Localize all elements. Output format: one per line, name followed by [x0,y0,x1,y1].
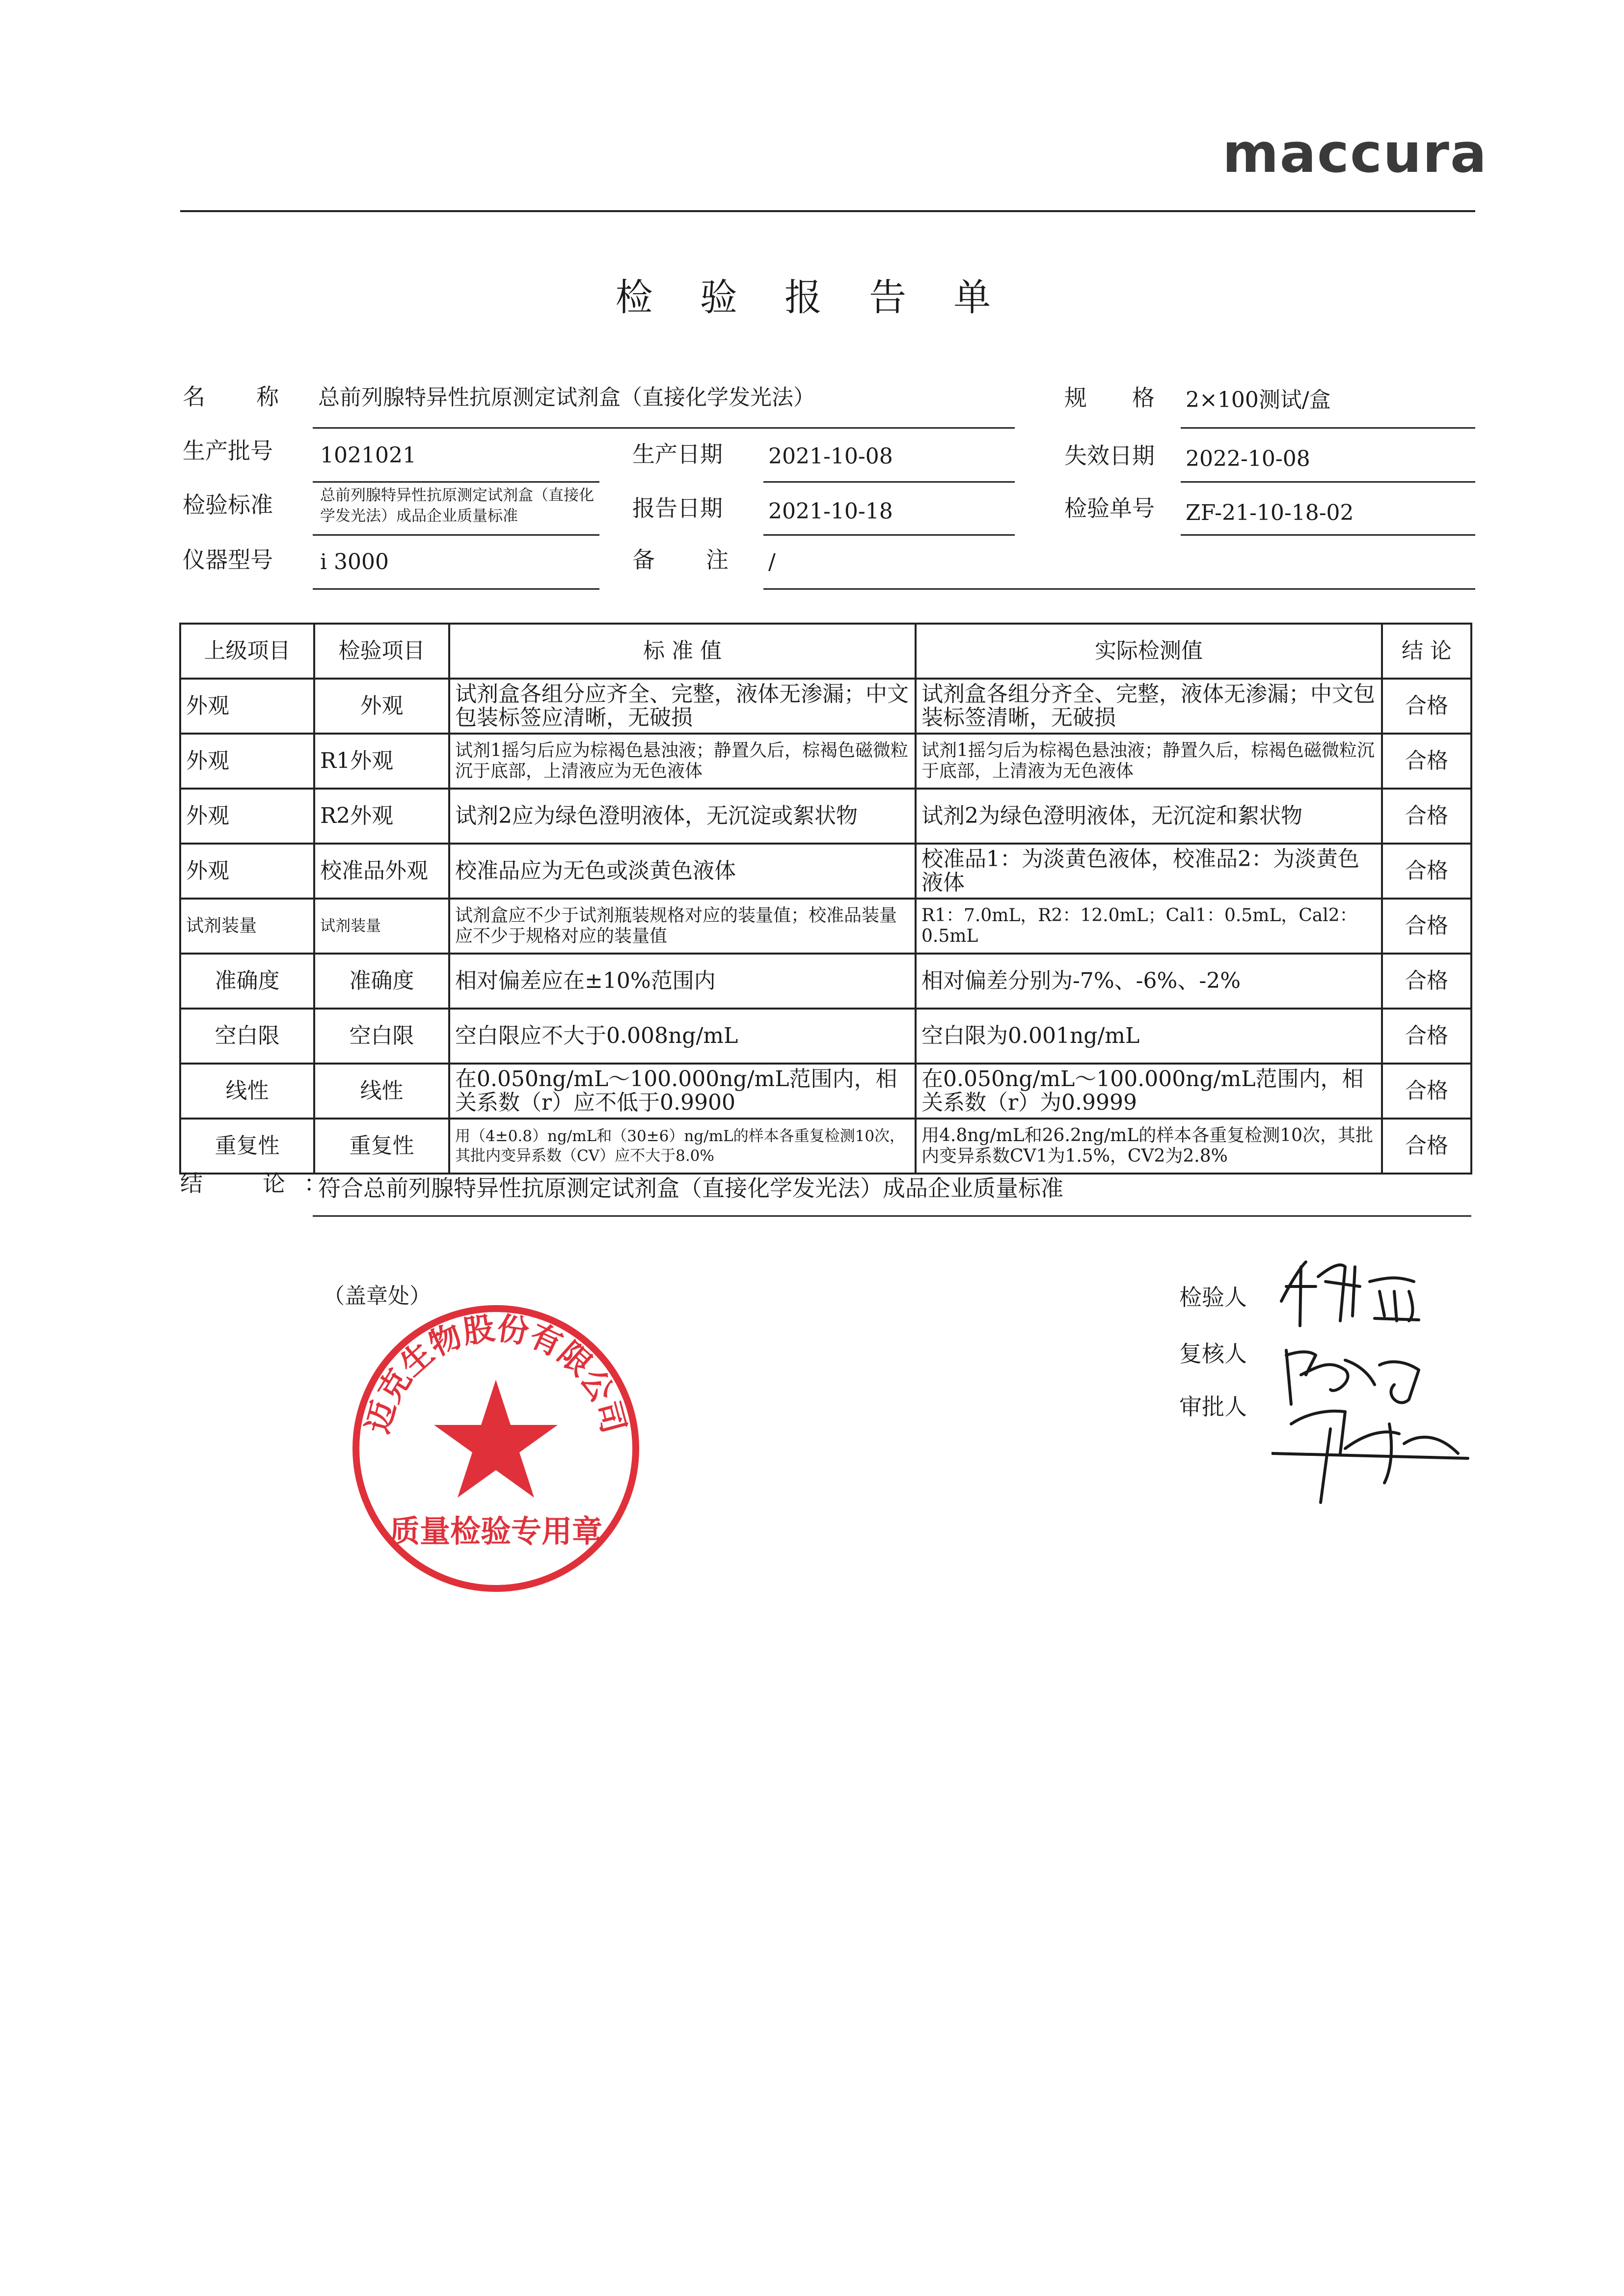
table-header-row [180,624,1471,679]
batch-underline [313,481,599,483]
cell-standard: 空白限应不大于0.008ng/mL [449,1009,916,1064]
name-underline [313,427,1015,429]
table-row [180,899,1471,954]
cell-result: 合格 [1382,734,1471,789]
prod-date-value: 2021-10-08 [768,444,893,469]
expiry-underline [1181,481,1475,483]
approver-signature [1272,1411,1468,1503]
cell-test-item: R1外观 [314,734,449,789]
seal-company-text: 迈克生物股份有限公司 [359,1310,632,1437]
table-row [180,679,1471,734]
report-date-underline [763,534,1015,536]
cell-actual: 在0.050ng/mL～100.000ng/mL范围内，相关系数（r）为0.9999 [916,1064,1382,1119]
conclusion-underline [313,1215,1471,1217]
remark-value: / [768,549,776,574]
cell-parent-item: 外观 [180,734,314,789]
batch-label: 生产批号 [183,437,273,464]
table-row [180,734,1471,789]
cell-test-item: 空白限 [314,1009,449,1064]
cell-result: 合格 [1382,1009,1471,1064]
cell-standard: 试剂盒应不少于试剂瓶装规格对应的装量值；校准品装量应不少于规格对应的装量值 [449,899,916,954]
reviewer-label: 复核人 [1179,1340,1247,1367]
cell-parent-item: 准确度 [180,954,314,1009]
cell-parent-item: 重复性 [180,1119,314,1174]
spec-value: 2×100测试/盒 [1186,387,1331,412]
stamp-note: （盖章处） [323,1284,431,1309]
cell-actual: 试剂盒各组分齐全、完整，液体无渗漏；中文包装标签清晰，无破损 [916,679,1382,734]
header-result: 结 论 [1382,624,1471,679]
cell-actual: 试剂2为绿色澄明液体，无沉淀和絮状物 [916,789,1382,844]
standard-label: 检验标准 [183,492,273,518]
expiry-value: 2022-10-08 [1186,446,1310,471]
header-standard: 标 准 值 [449,624,916,679]
cell-result: 合格 [1382,1064,1471,1119]
prod-date-label: 生产日期 [632,441,723,467]
inspection-table [179,623,1472,1175]
order-label: 检验单号 [1064,495,1155,521]
cell-parent-item: 空白限 [180,1009,314,1064]
cell-actual: 校准品1：为淡黄色液体，校准品2：为淡黄色液体 [916,844,1382,899]
conclusion-value: 符合总前列腺特异性抗原测定试剂盒（直接化学发光法）成品企业质量标准 [318,1175,1063,1202]
order-value: ZF-21-10-18-02 [1186,500,1354,525]
cell-standard: 相对偏差应在±10%范围内 [449,954,916,1009]
company-seal [344,1296,648,1601]
cell-actual: 试剂1摇匀后为棕褐色悬浊液；静置久后，棕褐色磁微粒沉于底部，上清液为无色液体 [916,734,1382,789]
instrument-label: 仪器型号 [183,547,273,573]
instrument-underline [313,588,599,590]
prod-date-underline [763,481,1015,483]
table-row [180,844,1471,899]
spec-underline [1181,427,1475,429]
cell-test-item: 重复性 [314,1119,449,1174]
cell-result: 合格 [1382,954,1471,1009]
cell-standard: 用（4±0.8）ng/mL和（30±6）ng/mL的样本各重复检测10次，其批内变异系数（CV）应不大于8.0% [449,1119,916,1174]
seal-star-icon [434,1380,558,1498]
cell-standard: 试剂1摇匀后应为棕褐色悬浊液；静置久后，棕褐色磁微粒沉于底部，上清液应为无色液体 [449,734,916,789]
table-row [180,789,1471,844]
cell-result: 合格 [1382,844,1471,899]
batch-value: 1021021 [320,443,416,468]
cell-test-item: 试剂装量 [314,899,449,954]
cell-standard: 试剂盒各组分应齐全、完整，液体无渗漏；中文包装标签应清晰，无破损 [449,679,916,734]
name-label: 名 称 [183,383,281,410]
standard-value: 总前列腺特异性抗原测定试剂盒（直接化学发光法）成品企业质量标准 [320,487,594,525]
cell-test-item: 外观 [314,679,449,734]
cell-test-item: R2外观 [314,789,449,844]
reviewer-signature [1286,1350,1419,1404]
cell-actual: 空白限为0.001ng/mL [916,1009,1382,1064]
table-row [180,1064,1471,1119]
approver-label: 审批人 [1179,1394,1247,1420]
report-date-value: 2021-10-18 [768,499,893,524]
expiry-label: 失效日期 [1064,442,1155,469]
cell-result: 合格 [1382,899,1471,954]
cell-result: 合格 [1382,679,1471,734]
table-row [180,954,1471,1009]
inspector-label: 检验人 [1179,1284,1247,1311]
cell-actual: 用4.8ng/mL和26.2ng/mL的样本各重复检测10次，其批内变异系数CV1为1.5%，CV2为2.8% [916,1119,1382,1174]
cell-parent-item: 线性 [180,1064,314,1119]
page-title: 检 验 报 告 单 [615,275,1009,319]
table-row [180,1119,1471,1174]
report-date-label: 报告日期 [632,495,723,521]
spec-label: 规 格 [1064,384,1155,411]
remark-underline [763,588,1475,590]
signature-block [1272,1247,1478,1527]
name-value: 总前列腺特异性抗原测定试剂盒（直接化学发光法） [318,385,815,410]
standard-underline [313,534,599,536]
company-logo: maccura [1222,122,1488,185]
cell-test-item: 线性 [314,1064,449,1119]
conclusion-label: 结 论： [180,1170,345,1197]
instrument-value: i 3000 [320,549,389,574]
order-underline [1181,534,1475,536]
cell-standard: 校准品应为无色或淡黄色液体 [449,844,916,899]
cell-parent-item: 外观 [180,679,314,734]
cell-actual: R1：7.0mL，R2：12.0mL；Cal1：0.5mL，Cal2：0.5mL [916,899,1382,954]
cell-test-item: 校准品外观 [314,844,449,899]
cell-standard: 试剂2应为绿色澄明液体，无沉淀或絮状物 [449,789,916,844]
cell-parent-item: 外观 [180,789,314,844]
header-actual: 实际检测值 [916,624,1382,679]
cell-result: 合格 [1382,1119,1471,1174]
inspector-signature [1281,1262,1419,1326]
cell-parent-item: 外观 [180,844,314,899]
table-row [180,1009,1471,1064]
remark-label: 备 注 [632,547,731,573]
cell-result: 合格 [1382,789,1471,844]
header-parent-item: 上级项目 [180,624,314,679]
header-divider [180,210,1475,212]
cell-parent-item: 试剂装量 [180,899,314,954]
cell-test-item: 准确度 [314,954,449,1009]
cell-actual: 相对偏差分别为-7%、-6%、-2% [916,954,1382,1009]
header-test-item: 检验项目 [314,624,449,679]
seal-dept-text: 质量检验专用章 [389,1513,603,1549]
cell-standard: 在0.050ng/mL～100.000ng/mL范围内，相关系数（r）应不低于0.9900 [449,1064,916,1119]
